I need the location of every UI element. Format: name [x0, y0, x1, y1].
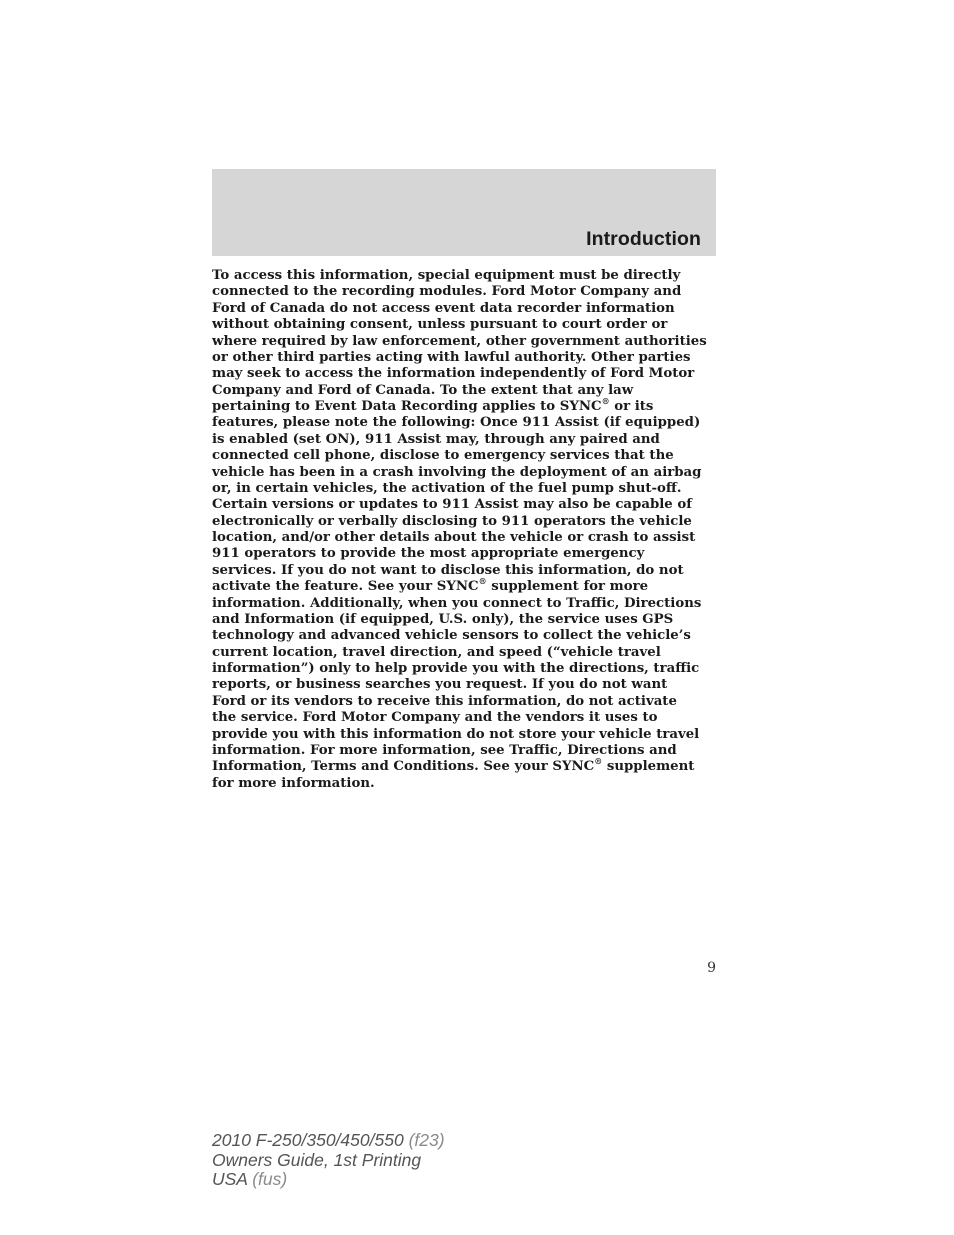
body-line	[212, 395, 720, 415]
body-line: the service. Ford Motor Company and the vendors it uses to	[212, 710, 658, 726]
body-line: 911 operators to provide the most appropriate emergency	[212, 546, 645, 562]
body-line: provide you with this information do not store your vehicle travel	[212, 726, 700, 742]
section-header-band	[212, 169, 716, 256]
footer-line: Owners Guide, 1st Printing	[212, 1149, 422, 1170]
body-line	[212, 755, 720, 775]
body-line: or, in certain vehicles, the activation of the fuel pump shut-off.	[212, 480, 682, 496]
body-line: connected cell phone, disclose to emergency services that the	[212, 448, 674, 464]
body-line: technology and advanced vehicle sensors to collect the vehicle’s	[212, 628, 691, 644]
body-text-segment: activate the feature. See your SYNC	[212, 579, 479, 595]
footer-line	[212, 1131, 445, 1151]
footer-region-code: (fus)	[247, 1169, 288, 1189]
registered-mark: ®	[478, 575, 487, 586]
body-line: location, and/or other details about the vehicle or crash to assist	[212, 530, 696, 545]
body-line: services. If you do not want to disclose this information, do not	[212, 562, 684, 578]
body-line: for more information.	[212, 775, 375, 791]
footer-line	[212, 1170, 445, 1190]
section-title: Introduction	[586, 228, 701, 250]
body-line: without obtaining consent, unless pursuant to court order or	[212, 317, 668, 333]
body-text-segment: pertaining to Event Data Recording applies to SYNC	[212, 399, 602, 414]
body-line: information. For more information, see Traffic, Directions and	[212, 742, 677, 758]
body-line: information. Additionally, when you connect to Traffic, Directions	[212, 595, 702, 611]
body-text-segment: supplement	[602, 759, 695, 775]
body-line: where required by law enforcement, other government authorities	[212, 333, 707, 349]
body-line: and Information (if equipped, U.S. only), the service uses GPS	[212, 611, 674, 627]
body-line: electronically or verbally disclosing to 911 operators the vehicle	[212, 513, 692, 529]
body-line: To access this information, special equipment must be directly	[212, 268, 681, 283]
body-line: features, please note the following: Once 911 Assist (if equipped)	[212, 415, 701, 431]
footer-model-code: (f23)	[403, 1130, 445, 1150]
footer-region: USA	[212, 1169, 248, 1189]
body-line: Certain versions or updates to 911 Assist may also be capable of	[212, 497, 692, 513]
body-line: information”) only to help provide you with the directions, traffic	[212, 661, 700, 676]
body-line	[212, 575, 720, 595]
body-line: Company and Ford of Canada. To the extent that any law	[212, 382, 634, 398]
print-footer	[212, 1131, 445, 1190]
body-paragraph	[212, 268, 720, 792]
registered-mark: ®	[594, 755, 603, 766]
page-number: 9	[707, 960, 716, 976]
body-line: may seek to access the information independently of Ford Motor	[212, 366, 695, 382]
body-line: reports, or business searches you request. If you do not want	[212, 677, 668, 693]
footer-model: 2010 F-250/350/450/550	[212, 1130, 404, 1150]
body-text-segment: Information, Terms and Conditions. See your SYNC	[212, 759, 595, 775]
body-line: or other third parties acting with lawful authority. Other parties	[212, 349, 691, 365]
registered-mark: ®	[601, 395, 610, 406]
body-line: Ford of Canada do not access event data recorder information	[212, 300, 675, 316]
body-line: Ford or its vendors to receive this information, do not activate	[212, 693, 677, 709]
body-line: vehicle has been in a crash involving the deployment of an airbag	[212, 464, 702, 480]
body-line: current location, travel direction, and speed (“vehicle travel	[212, 644, 661, 660]
body-line: connected to the recording modules. Ford Motor Company and	[212, 284, 682, 300]
body-text-segment: or its	[609, 399, 654, 414]
body-line: is enabled (set ON), 911 Assist may, through any paired and	[212, 431, 660, 447]
body-text-segment: supplement for more	[486, 579, 649, 595]
